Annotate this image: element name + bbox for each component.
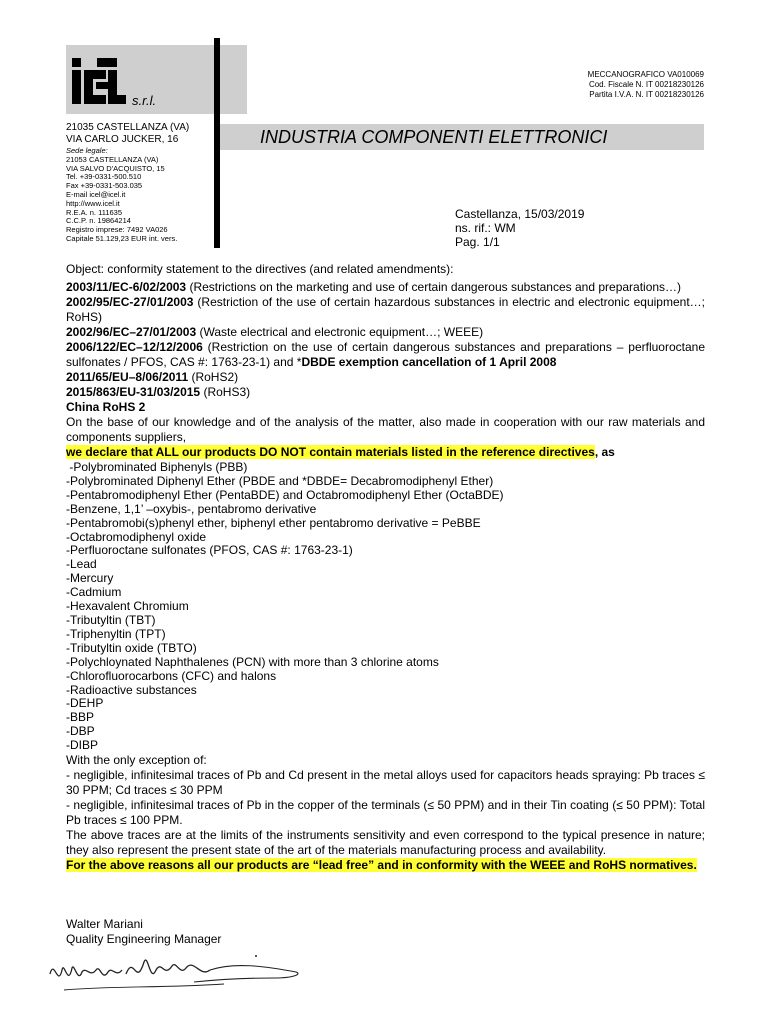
directive-item: [66, 400, 705, 415]
mecc-code: MECCANOGRAFICO VA010069: [587, 70, 704, 79]
exception-item: - negligible, infinitesimal traces of Pb and Cd present in the metal alloys used for capacitors heads spraying: Pb traces ≤ 30 PPM; Cd traces ≤ 30 PPM: [66, 768, 705, 798]
exception-intro: With the only exception of:: [66, 753, 207, 768]
substance-item: -Polybrominated Diphenyl Ether (PBDE and *DBDE= Decabromodiphenyl Ether): [66, 473, 494, 488]
substance-item: -Chlorofluorocarbons (CFC) and halons: [66, 668, 277, 683]
directive-code: 2003/11/EC-6/02/2003: [66, 280, 187, 294]
legal-line: Capitale 51.129,23 EUR int. vers.: [66, 233, 178, 243]
directive-text: (Restrictions on the marketing and use of certain dangerous substances and preparations…): [186, 280, 682, 294]
document-date: Castellanza, 15/03/2019: [455, 207, 585, 221]
signatory-role: Quality Engineering Manager: [66, 932, 222, 946]
exception-item: - negligible, infinitesimal traces of Pb in the copper of the terminals (≤ 50 PPM) and in their Tin coating (≤ 50 PPM): Total Pb traces ≤ 100 PPM.: [66, 798, 705, 828]
conclusion: [66, 858, 705, 873]
directive-code: 2011/65/EU–8/06/2011: [66, 370, 189, 384]
directive-item: [66, 385, 705, 400]
directive-item: [66, 370, 705, 385]
substance-item: -Tributyltin (TBT): [66, 612, 156, 627]
legal-label: Sede legale:: [66, 146, 108, 155]
legal-line: R.E.A. n. 111635: [66, 207, 123, 217]
substance-item: -Hexavalent Chromium: [66, 599, 189, 614]
legal-line: C.C.P. n. 19864214: [66, 216, 131, 226]
signatory: [66, 917, 221, 947]
legal-line: http://www.icel.it: [66, 198, 120, 208]
directive-code: China RoHS 2: [66, 400, 146, 414]
directive-item: [66, 280, 705, 295]
legal-line: Registro imprese: 7492 VA026: [66, 225, 168, 235]
directive-text: (Restriction of the use of certain hazardous substances in electric and electronic equipment…; RoHS): [66, 295, 705, 324]
company-logo: [70, 56, 128, 106]
directive-item: [66, 325, 705, 340]
conclusion-highlight: For the above reasons all our products are “lead free” and in conformity with the WEEE and RoHS normatives.: [66, 858, 697, 873]
substance-item: -Polybrominated Biphenyls (PBB): [66, 460, 248, 474]
declaration-tail: , as: [594, 445, 615, 459]
fiscal-code: Cod. Fiscale N. IT 00218230126: [588, 80, 704, 89]
dbde-exemption: DBDE exemption cancellation of 1 April 2008: [301, 355, 557, 369]
directive-code: 2015/863/EU-31/03/2015: [66, 385, 201, 399]
basis-paragraph: On the base of our knowledge and of the analysis of the matter, also made in cooperation with our raw materials and components suppliers,: [66, 415, 705, 444]
substance-item: -Perfluoroctane sulfonates (PFOS, CAS #: 1763-23-1): [66, 543, 353, 558]
substance-list: [66, 461, 705, 753]
document-body: [66, 262, 705, 873]
legal-line: Fax +39-0331-503.035: [66, 181, 143, 191]
substance-item: -Radioactive substances: [66, 682, 197, 697]
page-number: Pag. 1/1: [455, 235, 500, 249]
legal-info: [66, 147, 211, 244]
address-line: 21035 CASTELLANZA (VA): [66, 122, 190, 133]
company-address: [66, 122, 211, 146]
declaration: [66, 445, 705, 460]
traces-note: The above traces are at the limits of the instruments sensitivity and even correspond to the typical presence in nature; they also represent the present state of the art of the materials manufacturing process and availability.: [66, 828, 705, 858]
legal-line: Tel. +39-0331-500.510: [66, 172, 142, 182]
directive-item: [66, 295, 705, 325]
signatory-name: Walter Mariani: [66, 917, 143, 931]
substance-item: -DEHP: [66, 696, 104, 711]
substance-item: -Pentabromobi(s)phenyl ether, biphenyl ether pentabromo derivative = PeBBE: [66, 515, 481, 530]
directive-text: (RoHS2): [188, 370, 239, 384]
substance-item: -Cadmium: [66, 585, 122, 600]
handwritten-signature: [44, 948, 314, 996]
substance-item: -BBP: [66, 710, 95, 725]
substance-item: -Lead: [66, 557, 97, 572]
directive-code: 2002/96/EC–27/01/2003: [66, 325, 197, 339]
substance-item: -Tributyltin oxide (TBTO): [66, 640, 197, 655]
directive-code: 2006/122/EC–12/12/2006: [66, 340, 203, 354]
company-codes: [588, 70, 704, 100]
directive-code: 2002/95/EC-27/01/2003: [66, 295, 194, 309]
directive-text: (RoHS3): [200, 385, 251, 399]
directive-text: (Waste electrical and electronic equipment…; WEEE): [196, 325, 484, 339]
legal-line: VIA SALVO D'ACQUISTO, 15: [66, 163, 165, 173]
address-line: VIA CARLO JUCKER, 16: [66, 134, 179, 145]
reference: ns. rif.: WM: [455, 221, 516, 235]
document-date-block: [455, 207, 584, 249]
directive-item: [66, 340, 705, 370]
substance-item: -Benzene, 1,1’ –oxybis-, pentabromo derivative: [66, 501, 317, 516]
substance-item: -DIBP: [66, 738, 99, 753]
company-suffix: s.r.l.: [132, 93, 157, 108]
declaration-highlight: we declare that ALL our products DO NOT contain materials listed in the reference directives: [66, 445, 595, 459]
company-banner: INDUSTRIA COMPONENTI ELETTRONICI: [260, 127, 608, 147]
substance-item: -Pentabromodiphenyl Ether (PentaBDE) and Octabromodiphenyl Ether (OctaBDE): [66, 487, 504, 502]
legal-line: 21053 CASTELLANZA (VA): [66, 154, 159, 164]
legal-line: E-mail icel@icel.it: [66, 189, 126, 199]
vat-number: Partita I.V.A. N. IT 00218230126: [589, 90, 704, 99]
object-line: Object: conformity statement to the directives (and related amendments):: [66, 262, 454, 276]
substance-item: -Polychloynated Naphthalenes (PCN) with more than 3 chlorine atoms: [66, 654, 439, 669]
substance-item: -Octabromodiphenyl oxide: [66, 529, 207, 544]
substance-item: -Mercury: [66, 571, 114, 586]
substance-item: -DBP: [66, 724, 95, 739]
substance-item: -Triphenyltin (TPT): [66, 626, 166, 641]
directive-text: (Restriction on the use of certain dangerous substances and preparations – perfluoroctane sulfonates / PFOS, CAS #: 1763-23-1) and *: [66, 340, 705, 369]
